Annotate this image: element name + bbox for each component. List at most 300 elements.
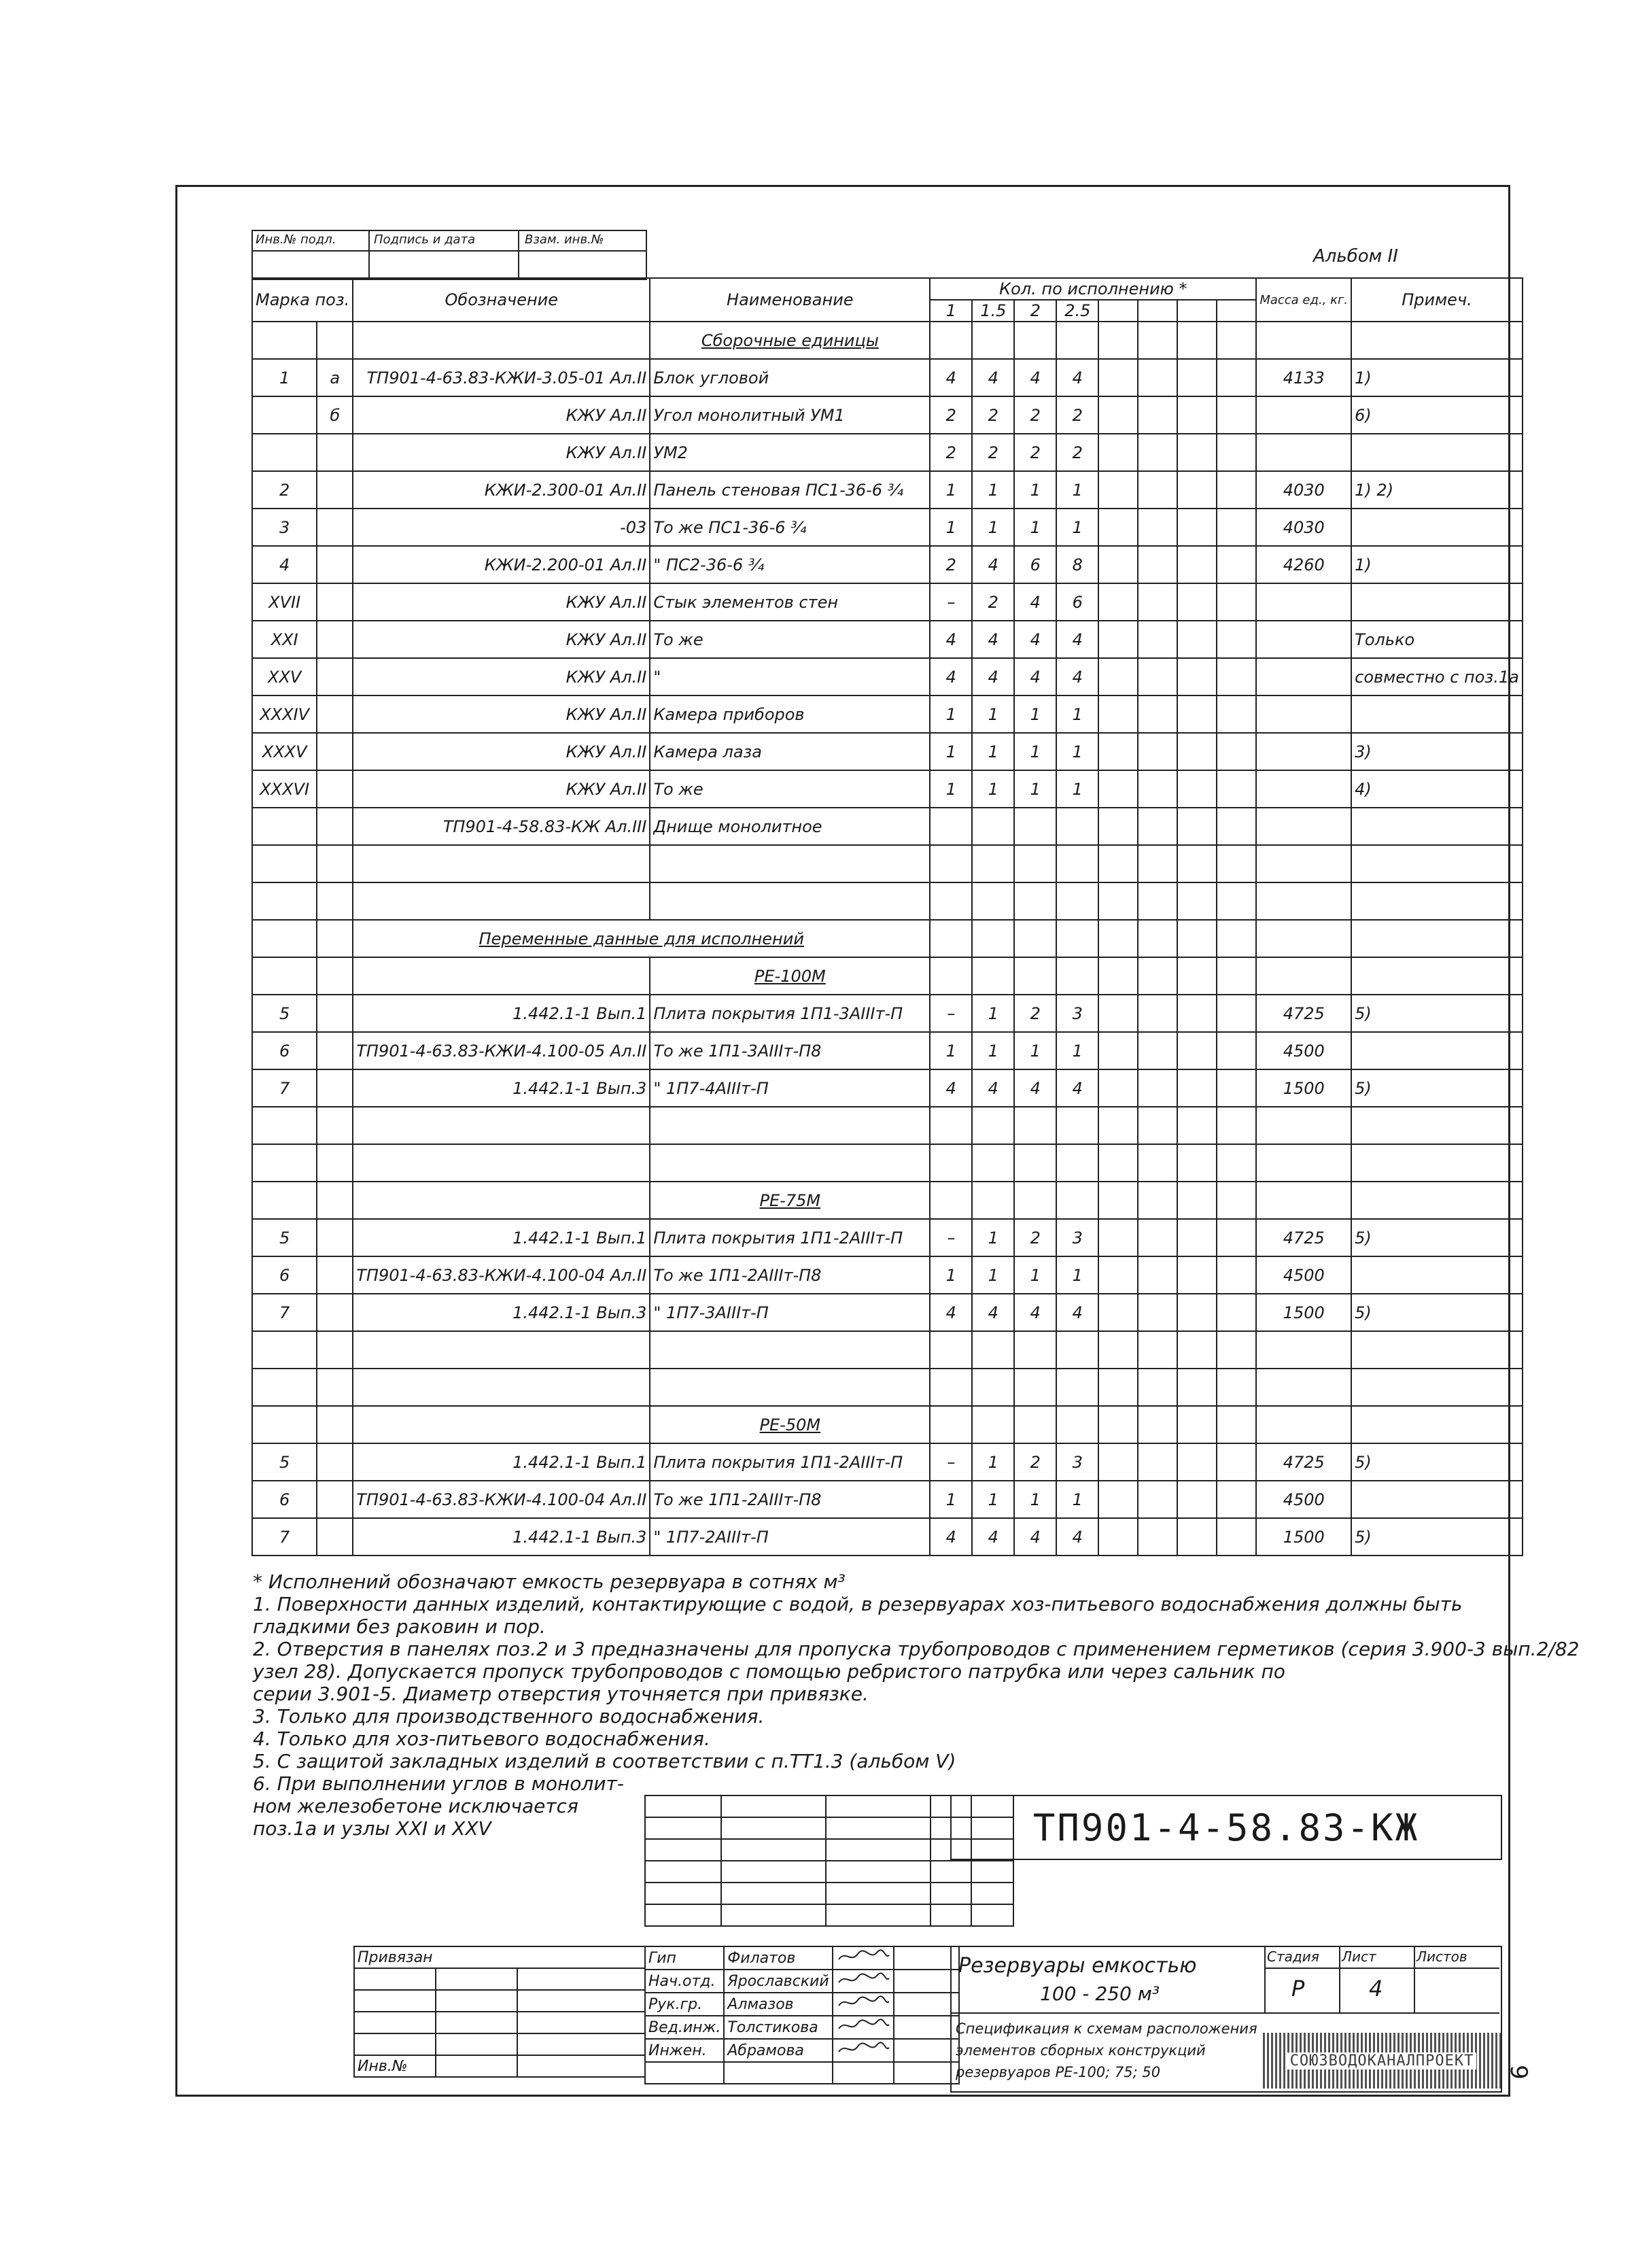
organization-logo: СОЮЗВОДОКАНАЛПРОЕКТ xyxy=(1263,2033,1501,2089)
cell-mass xyxy=(1256,1331,1351,1369)
cell-empty xyxy=(1177,995,1217,1032)
cell-qty xyxy=(1014,1369,1056,1406)
cell-qty: 4 xyxy=(1056,359,1098,396)
section-row xyxy=(252,322,1523,359)
cell-empty xyxy=(1138,1369,1177,1406)
cell-empty xyxy=(1098,546,1138,583)
cell-sub xyxy=(317,583,353,621)
header-mass: Масса ед., кг. xyxy=(1256,278,1351,322)
cell-empty xyxy=(1217,1219,1256,1256)
staff-role: Нач.отд. xyxy=(645,1970,724,1993)
cell-note: 5) xyxy=(1351,995,1523,1032)
cell-designation: ТП901-4-63.83-КЖИ-4.100-04 Ал.II xyxy=(353,1256,650,1294)
cell-empty xyxy=(1217,695,1256,733)
cell-qty: 2 xyxy=(930,546,972,583)
cell-pos xyxy=(252,1182,317,1219)
cell-empty xyxy=(1217,621,1256,658)
cell-mass xyxy=(1256,957,1351,995)
cell-designation: КЖИ-2.200-01 Ал.II xyxy=(353,546,650,583)
qty-col-3: 2 xyxy=(1014,300,1056,322)
stamp-inv: Инв.№ подл. xyxy=(256,233,336,247)
cell-qty: 1 xyxy=(1056,1481,1098,1518)
cell-pos xyxy=(252,1144,317,1182)
cell-empty xyxy=(1177,733,1217,770)
cell-empty xyxy=(1177,583,1217,621)
cell-name: " xyxy=(650,658,930,695)
cell-qty: 1 xyxy=(1056,1032,1098,1069)
cell-qty xyxy=(972,1406,1014,1443)
cell-mass xyxy=(1256,1406,1351,1443)
cell-qty: 1 xyxy=(930,509,972,546)
page-number: 9 xyxy=(1505,2065,1532,2080)
cell-mass xyxy=(1256,808,1351,845)
cell-name: " ПС2-36-6 ¾ xyxy=(650,546,930,583)
cell-empty xyxy=(1138,920,1177,957)
note-line: 6. При выполнении углов в монолит- xyxy=(253,1772,624,1795)
cell-name: Сборочные единицы xyxy=(650,322,930,359)
cell-note xyxy=(1351,434,1523,471)
cell-empty xyxy=(1217,1369,1256,1406)
cell-empty xyxy=(1177,1481,1217,1518)
cell-empty xyxy=(1098,845,1138,882)
cell-note xyxy=(1351,695,1523,733)
cell-sub xyxy=(317,1219,353,1256)
table-row xyxy=(252,434,1523,471)
cell-qty: 3 xyxy=(1056,995,1098,1032)
cell-qty: 2 xyxy=(1014,1443,1056,1481)
cell-designation: 1.442.1-1 Вып.3 xyxy=(353,1518,650,1556)
cell-empty xyxy=(1177,845,1217,882)
cell-name: " 1П7-4АIIIт-П xyxy=(650,1069,930,1107)
cell-designation: КЖУ Ал.II xyxy=(353,434,650,471)
cell-empty xyxy=(1098,695,1138,733)
cell-qty xyxy=(1014,920,1056,957)
cell-pos xyxy=(252,920,317,957)
cell-sub xyxy=(317,770,353,808)
cell-sub xyxy=(317,845,353,882)
cell-empty xyxy=(1177,1294,1217,1331)
cell-empty xyxy=(1138,1518,1177,1556)
cell-qty: 1 xyxy=(972,471,1014,509)
cell-qty: 1 xyxy=(930,733,972,770)
cell-name: Плита покрытия 1П1-2АIIIт-П xyxy=(650,1219,930,1256)
cell-qty: 1 xyxy=(1014,509,1056,546)
cell-qty: 4 xyxy=(1014,359,1056,396)
cell-mass: 4725 xyxy=(1256,1219,1351,1256)
signature xyxy=(833,1993,894,2016)
cell-qty: 1 xyxy=(930,770,972,808)
cell-sub xyxy=(317,322,353,359)
cell-empty xyxy=(1138,509,1177,546)
signature xyxy=(833,1970,894,1993)
cell-note: 5) xyxy=(1351,1443,1523,1481)
cell-sub xyxy=(317,995,353,1032)
cell-empty xyxy=(1098,1032,1138,1069)
cell-note xyxy=(1351,1369,1523,1406)
cell-note xyxy=(1351,1032,1523,1069)
cell-empty xyxy=(1098,920,1138,957)
cell-qty: 1 xyxy=(1014,1481,1056,1518)
cell-qty: – xyxy=(930,583,972,621)
staff-role: Рук.гр. xyxy=(645,1993,724,2016)
cell-designation: ТП901-4-63.83-КЖИ-3.05-01 Ал.II xyxy=(353,359,650,396)
cell-qty: 1 xyxy=(930,471,972,509)
cell-empty xyxy=(1177,434,1217,471)
cell-pos xyxy=(252,396,317,434)
cell-qty: 1 xyxy=(930,1481,972,1518)
cell-mass: 1500 xyxy=(1256,1069,1351,1107)
note-line: гладкими без раковин и пор. xyxy=(253,1615,546,1638)
cell-empty xyxy=(1177,1256,1217,1294)
cell-empty xyxy=(1138,1443,1177,1481)
cell-qty: 1 xyxy=(1056,471,1098,509)
cell-designation: КЖУ Ал.II xyxy=(353,621,650,658)
cell-note xyxy=(1351,920,1523,957)
desc-line-1: Спецификация к схемам расположения xyxy=(956,2021,1257,2037)
cell-sub xyxy=(317,882,353,920)
cell-qty: 4 xyxy=(1056,1294,1098,1331)
cell-pos: 6 xyxy=(252,1256,317,1294)
cell-qty xyxy=(930,808,972,845)
cell-qty: 3 xyxy=(1056,1443,1098,1481)
cell-name xyxy=(650,882,930,920)
cell-empty xyxy=(1098,1144,1138,1182)
cell-qty: 1 xyxy=(1056,509,1098,546)
cell-designation: -03 xyxy=(353,509,650,546)
cell-name: То же 1П1-2АIIIт-П8 xyxy=(650,1256,930,1294)
cell-qty: 1 xyxy=(930,695,972,733)
cell-mass: 1500 xyxy=(1256,1294,1351,1331)
header-name: Наименование xyxy=(650,278,930,322)
cell-note xyxy=(1351,1182,1523,1219)
cell-empty xyxy=(1177,770,1217,808)
cell-qty xyxy=(972,957,1014,995)
cell-empty xyxy=(1098,1406,1138,1443)
cell-qty xyxy=(930,1182,972,1219)
cell-pos: 2 xyxy=(252,471,317,509)
cell-empty xyxy=(1177,1182,1217,1219)
cell-qty: 4 xyxy=(972,1294,1014,1331)
cell-empty xyxy=(1098,957,1138,995)
cell-qty xyxy=(1014,1107,1056,1144)
cell-qty: 1 xyxy=(972,1256,1014,1294)
staff-row xyxy=(645,1993,959,2016)
cell-qty: 1 xyxy=(1014,1256,1056,1294)
cell-qty: 1 xyxy=(972,695,1014,733)
table-row xyxy=(252,733,1523,770)
cell-empty xyxy=(1217,1107,1256,1144)
cell-qty: 4 xyxy=(1014,583,1056,621)
cell-qty: 4 xyxy=(1056,658,1098,695)
cell-designation xyxy=(353,322,650,359)
cell-empty xyxy=(1217,1182,1256,1219)
cell-qty: 1 xyxy=(930,1032,972,1069)
header-note: Примеч. xyxy=(1351,278,1523,322)
cell-designation xyxy=(353,1144,650,1182)
cell-pos: 5 xyxy=(252,1219,317,1256)
signature xyxy=(833,2039,894,2062)
cell-empty xyxy=(1177,658,1217,695)
cell-designation: 1.442.1-1 Вып.1 xyxy=(353,1443,650,1481)
cell-name: РЕ-75М xyxy=(650,1182,930,1219)
cell-sub xyxy=(317,1107,353,1144)
table-row xyxy=(252,695,1523,733)
cell-name: То же xyxy=(650,621,930,658)
cell-qty: 4 xyxy=(1014,1069,1056,1107)
cell-empty xyxy=(1217,733,1256,770)
cell-qty xyxy=(1056,1331,1098,1369)
cell-note: Только xyxy=(1351,621,1523,658)
cell-qty xyxy=(1014,845,1056,882)
cell-sub xyxy=(317,1144,353,1182)
staff-row xyxy=(645,1946,959,1970)
document-code: ТП901-4-58.83-КЖ xyxy=(950,1795,1502,1860)
table-row xyxy=(252,1144,1523,1182)
cell-qty: 4 xyxy=(1056,621,1098,658)
cell-empty xyxy=(1138,1144,1177,1182)
cell-note xyxy=(1351,1331,1523,1369)
cell-empty xyxy=(1138,1182,1177,1219)
table-row xyxy=(252,546,1523,583)
cell-empty xyxy=(1138,1107,1177,1144)
cell-sub xyxy=(317,1481,353,1518)
cell-qty xyxy=(1056,920,1098,957)
table-row xyxy=(252,359,1523,396)
cell-empty xyxy=(1138,359,1177,396)
table-row xyxy=(252,882,1523,920)
cell-mass xyxy=(1256,1107,1351,1144)
cell-qty xyxy=(1056,882,1098,920)
cell-empty xyxy=(1138,434,1177,471)
cell-empty xyxy=(1098,1294,1138,1331)
cell-qty xyxy=(1014,1182,1056,1219)
top-stamp xyxy=(251,230,647,280)
cell-empty xyxy=(1177,546,1217,583)
table-row xyxy=(252,995,1523,1032)
cell-mass: 4260 xyxy=(1256,546,1351,583)
cell-empty xyxy=(1177,1144,1217,1182)
cell-mass xyxy=(1256,733,1351,770)
cell-empty xyxy=(1217,808,1256,845)
cell-note: 3) xyxy=(1351,733,1523,770)
cell-qty: 2 xyxy=(930,396,972,434)
cell-note xyxy=(1351,583,1523,621)
cell-empty xyxy=(1138,733,1177,770)
cell-designation: ТП901-4-58.83-КЖ Ал.III xyxy=(353,808,650,845)
cell-pos xyxy=(252,434,317,471)
cell-name: Угол монолитный УМ1 xyxy=(650,396,930,434)
cell-qty xyxy=(1014,322,1056,359)
cell-qty xyxy=(972,845,1014,882)
cell-empty xyxy=(1098,1331,1138,1369)
cell-qty: 2 xyxy=(1014,995,1056,1032)
list-label: Лист xyxy=(1342,1948,1376,1965)
cell-qty: 1 xyxy=(972,1219,1014,1256)
cell-pos: 6 xyxy=(252,1481,317,1518)
cell-empty xyxy=(1177,1219,1217,1256)
cell-sub xyxy=(317,695,353,733)
cell-empty xyxy=(1098,322,1138,359)
cell-qty xyxy=(1056,957,1098,995)
list-value: 4 xyxy=(1369,1976,1383,2001)
section-row xyxy=(252,920,1523,957)
cell-qty: 2 xyxy=(972,396,1014,434)
cell-empty xyxy=(1098,882,1138,920)
cell-empty xyxy=(1098,1256,1138,1294)
cell-sub xyxy=(317,1032,353,1069)
cell-sub xyxy=(317,1443,353,1481)
cell-qty: 1 xyxy=(1014,770,1056,808)
cell-qty: 4 xyxy=(972,621,1014,658)
cell-pos: XXI xyxy=(252,621,317,658)
cell-empty xyxy=(1217,1032,1256,1069)
cell-pos: 5 xyxy=(252,1443,317,1481)
cell-qty xyxy=(972,1144,1014,1182)
section-row xyxy=(252,957,1523,995)
signature xyxy=(833,2016,894,2039)
cell-designation: КЖУ Ал.II xyxy=(353,396,650,434)
cell-mass xyxy=(1256,396,1351,434)
cell-qty xyxy=(930,1107,972,1144)
cell-empty xyxy=(1177,1518,1217,1556)
cell-qty: 1 xyxy=(972,1443,1014,1481)
cell-sub xyxy=(317,658,353,695)
cell-name: Плита покрытия 1П1-2АIIIт-П xyxy=(650,1443,930,1481)
cell-sub xyxy=(317,1406,353,1443)
cell-name: Панель стеновая ПС1-36-6 ¾ xyxy=(650,471,930,509)
cell-pos: 3 xyxy=(252,509,317,546)
cell-empty xyxy=(1098,1107,1138,1144)
cell-mass xyxy=(1256,770,1351,808)
cell-qty: 6 xyxy=(1014,546,1056,583)
cell-qty: 4 xyxy=(930,359,972,396)
cell-qty xyxy=(930,1331,972,1369)
cell-name xyxy=(650,1144,930,1182)
cell-qty xyxy=(930,322,972,359)
cell-empty xyxy=(1177,621,1217,658)
cell-note xyxy=(1351,322,1523,359)
cell-empty xyxy=(1217,1481,1256,1518)
cell-qty xyxy=(1056,322,1098,359)
cell-name: То же 1П1-3АIIIт-П8 xyxy=(650,1032,930,1069)
cell-sub xyxy=(317,957,353,995)
cell-mass: 4725 xyxy=(1256,1443,1351,1481)
cell-designation xyxy=(353,1331,650,1369)
cell-empty xyxy=(1138,845,1177,882)
cell-sub xyxy=(317,920,353,957)
cell-empty xyxy=(1177,1032,1217,1069)
table-row xyxy=(252,1219,1523,1256)
cell-mass xyxy=(1256,434,1351,471)
cell-pos: 5 xyxy=(252,995,317,1032)
cell-empty xyxy=(1138,546,1177,583)
cell-pos: 7 xyxy=(252,1069,317,1107)
cell-empty xyxy=(1217,1069,1256,1107)
cell-qty xyxy=(1056,1182,1098,1219)
cell-name: РЕ-100М xyxy=(650,957,930,995)
cell-designation: КЖУ Ал.II xyxy=(353,733,650,770)
cell-qty: 2 xyxy=(1056,434,1098,471)
cell-note xyxy=(1351,882,1523,920)
cell-pos xyxy=(252,322,317,359)
cell-empty xyxy=(1098,808,1138,845)
cell-designation: КЖУ Ал.II xyxy=(353,695,650,733)
cell-mass: 4500 xyxy=(1256,1256,1351,1294)
table-row xyxy=(252,1256,1523,1294)
cell-designation xyxy=(353,1182,650,1219)
cell-qty xyxy=(972,1369,1014,1406)
cell-mass: 4725 xyxy=(1256,995,1351,1032)
cell-designation: 1.442.1-1 Вып.1 xyxy=(353,1219,650,1256)
stadia-label: Стадия xyxy=(1267,1948,1319,1965)
table-row xyxy=(252,396,1523,434)
cell-empty xyxy=(1177,1443,1217,1481)
cell-pos: 4 xyxy=(252,546,317,583)
cell-note: 1) 2) xyxy=(1351,471,1523,509)
cell-empty xyxy=(1138,1294,1177,1331)
cell-note: 4) xyxy=(1351,770,1523,808)
cell-qty xyxy=(930,1369,972,1406)
cell-qty xyxy=(972,322,1014,359)
cell-qty: 1 xyxy=(972,770,1014,808)
cell-mass xyxy=(1256,1369,1351,1406)
cell-mass xyxy=(1256,845,1351,882)
desc-line-2: элементов сборных конструкций xyxy=(956,2042,1206,2059)
cell-empty xyxy=(1138,808,1177,845)
cell-qty: – xyxy=(930,995,972,1032)
cell-designation xyxy=(353,957,650,995)
cell-qty: 8 xyxy=(1056,546,1098,583)
cell-qty: 4 xyxy=(972,1069,1014,1107)
qty-col-2: 1.5 xyxy=(972,300,1014,322)
table-row xyxy=(252,1069,1523,1107)
cell-qty: 2 xyxy=(1014,434,1056,471)
cell-name: То же 1П1-2АIIIт-П8 xyxy=(650,1481,930,1518)
staff-row xyxy=(645,2016,959,2039)
table-row xyxy=(252,808,1523,845)
cell-qty xyxy=(1014,1331,1056,1369)
cell-empty xyxy=(1138,1219,1177,1256)
cell-empty xyxy=(1217,1256,1256,1294)
cell-qty xyxy=(930,1406,972,1443)
header-pos: Марка поз. xyxy=(252,278,353,322)
cell-empty xyxy=(1217,658,1256,695)
cell-name xyxy=(650,845,930,882)
cell-note xyxy=(1351,509,1523,546)
note-line: 2. Отверстия в панелях поз.2 и 3 предназначены для пропуска трубопроводов с применением герметиков (серия 3.900-3 вып.2/82 xyxy=(253,1638,1580,1660)
cell-empty xyxy=(1177,359,1217,396)
note-line: ном железобетоне исключается xyxy=(253,1795,578,1817)
cell-empty xyxy=(1177,920,1217,957)
cell-empty xyxy=(1217,471,1256,509)
stadia-value: Р xyxy=(1291,1976,1305,2001)
cell-empty xyxy=(1177,1406,1217,1443)
cell-empty xyxy=(1177,471,1217,509)
cell-pos xyxy=(252,957,317,995)
cell-qty: 1 xyxy=(972,509,1014,546)
header-qty: Кол. по исполнению * xyxy=(930,278,1256,300)
cell-note: 6) xyxy=(1351,396,1523,434)
cell-empty xyxy=(1098,621,1138,658)
cell-mass: 4500 xyxy=(1256,1032,1351,1069)
staff-name: Толстикова xyxy=(724,2016,832,2039)
cell-qty: 2 xyxy=(972,434,1014,471)
cell-empty xyxy=(1177,1107,1217,1144)
table-row xyxy=(252,1369,1523,1406)
cell-qty: 6 xyxy=(1056,583,1098,621)
cell-pos: XVII xyxy=(252,583,317,621)
cell-sub xyxy=(317,1069,353,1107)
